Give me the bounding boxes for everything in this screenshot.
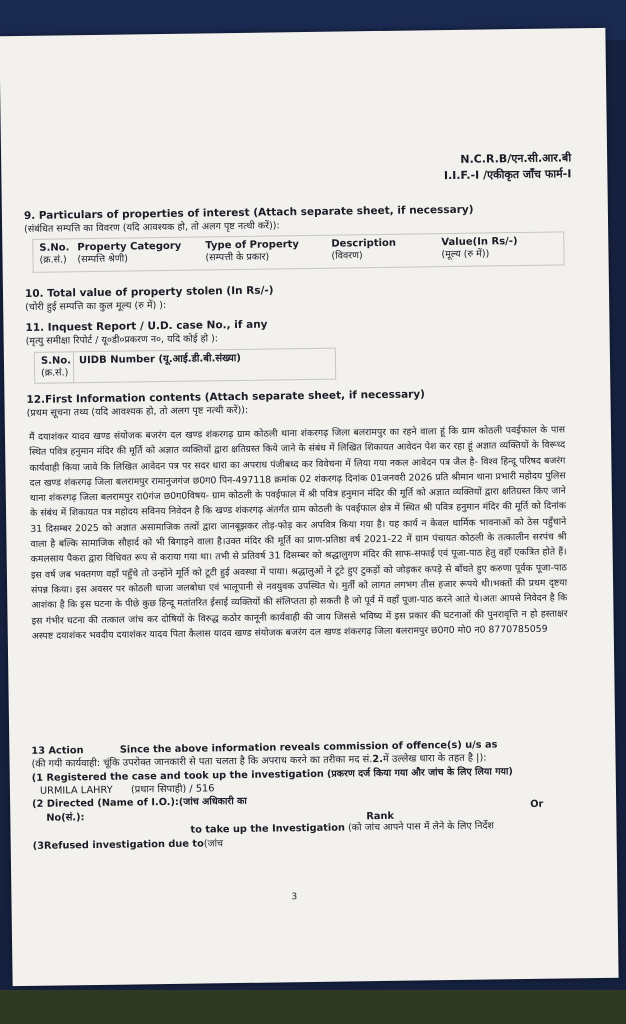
col-value-en: Value(In Rs/-) [441, 236, 518, 249]
section-12-heading [26, 388, 425, 420]
uidb-col-sno-en: S.No. [40, 355, 72, 367]
action-item-2-hindi: (जांच अधिकारी का [178, 795, 247, 808]
col-type-en: Type of Property [205, 239, 300, 252]
property-table [32, 231, 564, 272]
uidb-col-sno-hi: (क्र.सं.) [41, 367, 69, 379]
action-item-2-text: (2 Directed (Name of I.O.): [32, 796, 179, 810]
no-label: No(सं.): [46, 812, 85, 824]
uidb-table [34, 348, 336, 384]
section-13-label: 13 Action [31, 745, 84, 757]
section-10-title: 10. Total value of property stolen (In Rs/-) [24, 284, 274, 300]
col-sno-hi: (क्र.सं.) [39, 254, 67, 266]
ncrb-label: N.C.R.B/एन.सी.आर.बी [460, 151, 572, 166]
col-description-en: Description [331, 237, 397, 250]
action-item-3-hindi: (जांच [203, 838, 224, 850]
page-number: 3 [291, 892, 298, 903]
background-bottom [0, 990, 626, 1024]
uidb-col-number [79, 353, 241, 367]
col-value-hi: (मूल्य (रु में)) [441, 248, 490, 261]
action-item-2 [32, 796, 247, 811]
col-category-en: Property Category [77, 240, 182, 254]
col-sno [39, 242, 69, 266]
col-category-hi: (सम्पत्ति श्रेणी) [77, 253, 128, 266]
action-item-1-hindi: (प्रकरण दर्ज किया गया और जांच के लिए लिया गया) [326, 766, 513, 780]
section-11 [25, 319, 267, 348]
officer-name: URMILA LAHRY [39, 784, 113, 797]
section-11-subtitle: (मृत्यु समीक्षा रिपोर्ट / यू०डी०प्रकरण न०, यदि कोई हो ): [25, 333, 219, 347]
form-label: I.I.F.-I /एकीकृत जाँच फार्म-I [443, 167, 572, 183]
section-12-title: 12.First Information contents (Attach separate sheet, if necessary) [26, 388, 426, 406]
officer-line [40, 783, 215, 797]
action-item-3-text: (3Refused investigation due to [32, 838, 204, 852]
uidb-divider [73, 352, 74, 382]
uidb-col-sno [41, 355, 71, 379]
rank-label: Rank [366, 810, 395, 823]
section-11-title: 11. Inquest Report / U.D. case No., if any [25, 318, 268, 334]
action-item-2-end [190, 820, 494, 836]
action-item-3 [33, 838, 223, 853]
section-9-subtitle: (संबंधित सम्पत्ति का विवरण (यदि आवश्यक हो, तो अलग पृष्ट नत्थी करें)): [24, 220, 280, 235]
section-12-subtitle: (प्रथम सूचना तथ्य (यदि आवश्यक हो, तो अलग पृष्ट नत्थी करें)): [26, 404, 249, 419]
col-type [205, 239, 299, 264]
first-information-content: मैं दयाशंकर यादव खण्ड संयोजक बजरंग दल खण्ड शंकरगढ़ ग्राम कोठली थाना शंकरगढ़ जिला बलरामपुर का रहने वाला हूं कि ग्राम कोठली पवईफाल के पास स्थित पवित्र हनुमान मंदिर की मूर्ति को अज्ञात व्यक्तियों द्वारा क्षतिग्रस्त किये जाने के संबंध में लिखित शिकायत आवेदन पेश कर रहा हूं अज्ञात व्यक्तियों के विरूध्द कार्यवाही किया जावे कि लिखित आवेदन पत्र पर सदर धारा का अपराध पंजीबध्द कर विवेचना में लिया गया नकल आवेदन पत्र जैल है- विश्व हिन्दू परिषद बजरंग दल खण्ड शंकरगढ़ जिला बलरामपुर रामानुजगंज छ0ग0 पिन-497118 क्रमांक 02 शंकरगढ़ दिनांक 01जनवरी 2026 प्रति श्रीमान थाना प्रभारी महोदय पुलिस थाना शंकरगढ़ जिला बलरामपुर रा0गंज छ0ग0विषय- ग्राम कोठली के पवईफाल में श्री पवित्र हनुमान मंदिर की मूर्ति को अज्ञात व्यक्तियों द्वारा क्षतिग्रस्त किए जाने के संबंध में शिकायत पत्र महोदय सविनय निवेदन है कि खण्ड शंकरगढ़ अंतर्गत ग्राम कोठली के पवईफाल क्षेत्र में स्थित श्री पवित्र हनुमान मंदिर की मूर्ति को दिनांक 31 दिसम्बर 2025 को अज्ञात असामाजिक तत्वों द्वारा जानबूझकर तोड़-फोड़ कर अपवित्र किया गया है। यह कार्य न केवल धार्मिक भावनाओं को ठेस पहुँचाने वाला है बल्कि सामाजिक सौहार्द को भी बिगाड़ने वाला है।उक्त मंदिर की मूर्ति का प्राण-प्रतिष्ठा वर्ष 2021-22 में ग्राम पंचायत कोठली के तत्कालीन सरपंच श्री कमलसाय पैकरा द्वारा विधिवत रूप से कराया गया था। तभी से प्रतिवर्ष 31 दिसम्बर को श्रद्धालुगण मंदिर की साफ-सफाई एवं पूजा-पाठ हेतु वहाँ एकत्रित होते हैं। इस वर्ष जब भक्तगण वहाँ पहुँचे तो उन्होंने मूर्ति को टूटी हुई अवस्था में पाया। श्रद्धालुओं ने टूटे हुए टुकड़ों को जोड़कर कपड़े से बाँधते हुए करुणा पूर्वक पूजा-पाठ संपन्न किया। इस अवसर पर कोठली धाजा जलबोधा एवं भालूपानी से नवयुवक उपस्थित थे। मुर्ती को लागत लगभग तीस हजार रूपये थी।भक्तों की प्रथम दृष्टया आशंका है कि इस घटना के पीछे कुछ हिन्दू मतांतरित ईसाई व्यक्तियों की संलिप्तता हो सकती है जो पूर्व में वहाँ पूजा-पाठ करने आते थे।अतः आपसे निवेदन है कि इस गंभीर घटना की तत्काल जांच कर दोषियों के विरुद्ध कठोर कानूनी कार्यवाही की जाय जिससे भविष्य में इस प्रकार की घटनाओं की पुनरावृत्ति न हो हस्ताक्षर अस्पष्ट दयाशंकर भवदीय दयाशंकर यादव पिता कैलास यादव खण्ड संयोजक बजरंग दल खण्ड शंकरगढ़ जिला बलरामपुर छ0ग0 मो0 न0 8770785059 [28, 424, 568, 642]
officer-rank: (प्रधान सिपाही) / 516 [130, 783, 215, 796]
action-item-2-end-text: to take up the Investigation [190, 822, 346, 836]
section-10-subtitle: (चोरी हुई सम्पत्ति का कुल मूल्य (रु में) ): [25, 299, 167, 313]
section-13-text: Since the above information reveals commission of offence(s) u/s as [119, 739, 498, 756]
section-10 [25, 284, 274, 313]
section-13-hindi-text: (की गयी कार्यवाही: चूंकि उपरोक्त जानकारी से पता चलता है कि अपराध करने का तरीका मद सं. [31, 754, 373, 770]
or-label: Or [530, 798, 544, 810]
action-item-1-text: (1 Registered the case and took up the investigation [31, 768, 324, 784]
form-header [444, 150, 572, 184]
section-9-title: 9. Particulars of properties of interest (Attach separate sheet, if necessary) [23, 203, 474, 222]
action-item-2-end-hindi: (को जांच आपने पास में लेने के लिए निर्देश [347, 820, 495, 834]
section-13-hindi-end: में उल्लेख धारा के तहत है |): [382, 752, 487, 765]
section-13-item-ref: 2. [372, 753, 384, 766]
uidb-col-number-en: UIDB Number (यू.आई.डी.बी.संख्या) [78, 352, 242, 367]
col-description [331, 238, 396, 263]
col-description-hi: (विवरण) [331, 250, 363, 262]
section-9-heading [24, 204, 474, 236]
col-value [441, 236, 518, 261]
col-sno-en: S.No. [39, 242, 70, 254]
col-category [77, 241, 181, 266]
document-page [0, 28, 619, 986]
col-type-hi: (सम्पत्ती के प्रकार) [205, 251, 270, 264]
